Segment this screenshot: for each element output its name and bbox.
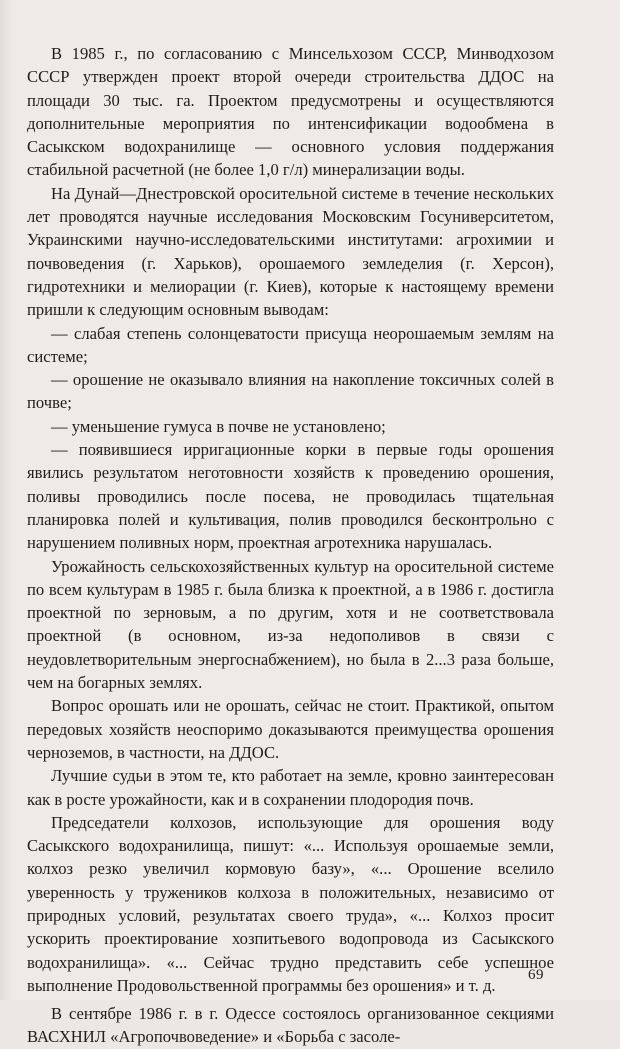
paragraph-odessa-meeting: В сентябре 1986 г. в г. Одессе состоялось организованное секциями ВАСХНИЛ «Агропочвоведение» и «Борьба с засоле- <box>27 1004 554 1047</box>
body-text <box>27 42 554 1049</box>
paragraph-kolkhoz-chairmen: Председатели колхозов, использующие для орошения воду Сасыкского водохранилища, пишут: «... Используя орошаемые земли, колхоз резко увеличил кормовую базу», «... Орошение вселило уверенность у тружеников колхоза в положительных, независимо от природных условий, результатах своего труда», «... Колхоз просит ускорить проектирование хозпитьевого водопровода из Сасыкского водохранилища». «... Сейчас трудно представить себе успешное выполнение Продовольственной программы без орошения» и т. д. <box>27 812 554 995</box>
list-item-solonetz: — слабая степень солонцеватости присуща неорошаемым землям на системе; <box>27 323 554 366</box>
list-item-humus: — уменьшение гумуса в почве не установлено; <box>51 416 386 436</box>
page-spine-shadow <box>0 0 14 1000</box>
paragraph-research-findings: На Дунай—Днестровской оросительной системе в течение нескольких лет проводятся научные исследования Московским Госуниверситетом, Украинскими научно-исследовательскими институтами: агрохимии и почвоведения (г. Харьков), орошаемого земледелия (г. Херсон), гидротехники и мелиорации (г. Киев), которые к настоящему времени пришли к следующим основным выводам: <box>27 183 554 320</box>
paragraph-crop-yield: Урожайность сельскохозяйственных культур на оросительной системе по всем культурам в 1985 г. была близка к проектной, а в 1986 г. достигла проектной по зерновым, а по другим, хотя и не соответствовала проектной (в основном, из-за недополивов в связи с неудовлетворительным энергоснабжением), но была в 2...3 раза больше, чем на богарных землях. <box>27 556 554 693</box>
list-item-irrigation-crusts: — появившиеся ирригационные корки в первые годы орошения явились результатом неготовности хозяйств к проведению орошения, поливы проводились после посева, не проводилась тщательная планировка полей и культивация, полив проводился бесконтрольно с нарушением поливных норм, проектная агротехника нарушалась. <box>27 440 554 553</box>
page-number: 69 <box>528 967 544 983</box>
list-item-toxic-salts: — орошение не оказывало влияния на накопление токсичных солей в почве; <box>27 370 554 413</box>
paragraph-best-judges: Лучшие судьи в этом те, кто работает на земле, кровно заинтересован как в росте урожайности, как и в сохранении плодородия почв. <box>27 766 554 809</box>
paragraph-project-approval: В 1985 г., по согласованию с Минсельхозом СССР, Минводхозом СССР утвержден проект второй очереди строительства ДДОС на площади 30 тыс. га. Проектом предусмотрены и осуществляются дополнительные мероприятия по интенсификации водообмена в Сасыкском водохранилище — основного условия поддержания стабильной расчетной (не более 1,0 г/л) минерализации воды. <box>27 44 554 180</box>
paragraph-irrigation-question: Вопрос орошать или не орошать, сейчас не стоит. Практикой, опытом передовых хозяйств неоспоримо доказываются преимущества орошения черноземов, в частности, на ДДОС. <box>27 696 554 762</box>
